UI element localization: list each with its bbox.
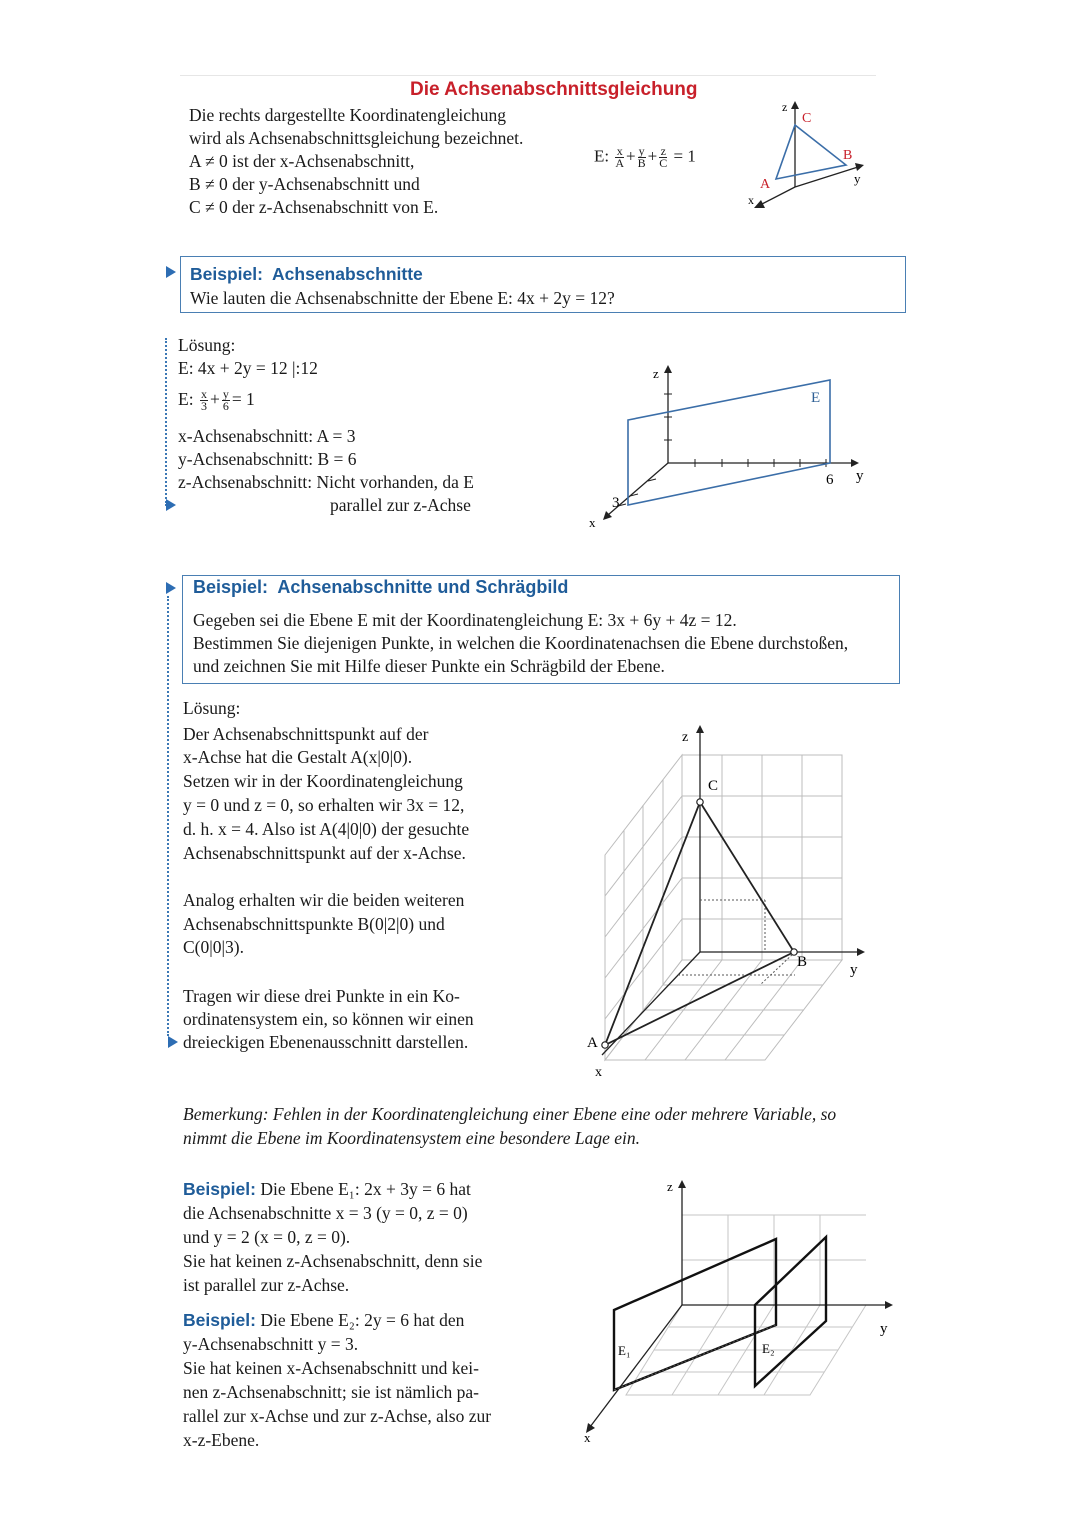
eq-suffix: = 1 xyxy=(231,389,255,409)
plus-sign: + xyxy=(626,146,636,166)
example1-line5: z-Achsenabschnitt: Nicht vorhanden, da E xyxy=(178,472,474,492)
special-planes-diagram xyxy=(570,1175,900,1445)
label-x: x xyxy=(589,515,596,530)
helper-dashes xyxy=(678,900,795,985)
label-x: x xyxy=(584,1430,591,1445)
intercept-equation xyxy=(594,146,696,169)
label-x: x xyxy=(595,1065,602,1080)
equation-suffix: = 1 xyxy=(673,146,696,166)
example4-line1-rest: Die Ebene E₂: 2y = 6 hat den xyxy=(255,1310,465,1330)
intro-line-5: C ≠ 0 der z-Achsenabschnitt von E. xyxy=(189,197,439,217)
label-y: y xyxy=(854,171,861,186)
frac-den: A xyxy=(615,156,625,170)
fraction-z-over-C xyxy=(659,146,667,169)
grid-back-wall xyxy=(682,1215,866,1305)
example3-line-3: und y = 2 (x = 0, z = 0). xyxy=(183,1227,351,1247)
y-arrow-icon xyxy=(885,1301,893,1309)
example2-para1-line-5: d. h. x = 4. Also ist A(4|0|0) der gesuchte xyxy=(183,819,470,839)
label-A: A xyxy=(587,1035,598,1051)
example2-task-line-1: Gegeben sei die Ebene E mit der Koordinatengleichung E: 3x + 6y + 4z = 12. xyxy=(193,610,737,630)
example4-line-2: y-Achsenabschnitt y = 3. xyxy=(183,1334,359,1354)
label-A: A xyxy=(760,177,771,192)
example2-solution-end-icon xyxy=(168,1036,178,1048)
example2-para2-line-3: C(0|0|3). xyxy=(183,937,244,957)
y-arrow-icon xyxy=(855,163,864,171)
label-x: x xyxy=(748,193,754,207)
fraction-x-over-3 xyxy=(200,389,208,412)
plane-E1 xyxy=(614,1239,776,1390)
fraction-y-over-B xyxy=(638,146,646,169)
example2-triangle-diagram xyxy=(580,720,880,1085)
plus-sign: + xyxy=(647,146,658,166)
example2-para1-line-6: Achsenabschnittspunkt auf der x-Achse. xyxy=(183,843,466,863)
intercept-triangle-diagram xyxy=(740,95,880,215)
axis-ticks xyxy=(618,394,826,506)
example4-label: Beispiel: xyxy=(183,1310,256,1330)
example1-solution-guide xyxy=(165,338,167,506)
x-axis xyxy=(590,1305,682,1427)
intro-line-1: Die rechts dargestellte Koordinatengleichung xyxy=(189,105,506,125)
example2-para1-line-4: y = 0 und z = 0, so erhalten wir 3x = 12, xyxy=(183,795,465,815)
label-B: B xyxy=(843,148,853,163)
frac-num: x xyxy=(616,144,623,158)
example1-question: Wie lauten die Achsenabschnitte der Ebene E: 4x + 2y = 12? xyxy=(190,288,615,308)
example1-line4: y-Achsenabschnitt: B = 6 xyxy=(178,449,357,469)
frac-den: C xyxy=(659,156,668,170)
intro-line-3: A ≠ 0 ist der x-Achsenabschnitt, xyxy=(189,151,415,171)
point-C xyxy=(697,799,703,805)
intro-line-2: wird als Achsenabschnittsgleichung bezeichnet. xyxy=(189,128,524,148)
label-C: C xyxy=(708,778,719,794)
example2-para1-line-3: Setzen wir in der Koordinatengleichung xyxy=(183,771,463,791)
example1-solution-end-icon xyxy=(166,499,176,511)
frac-den: 3 xyxy=(200,399,207,414)
y-arrow-icon xyxy=(857,948,865,956)
label-z: z xyxy=(782,100,788,114)
example1-line6: parallel zur z-Achse xyxy=(330,495,471,515)
example1-plane-diagram xyxy=(580,360,880,535)
y-axis xyxy=(795,167,858,187)
plane-triangle xyxy=(776,125,846,179)
label-E2: E₂ xyxy=(762,1341,775,1356)
example1-heading-title: Achsenabschnitte xyxy=(272,264,423,284)
example2-task-line-3: und zeichnen Sie mit Hilfe dieser Punkte ein Schrägbild der Ebene. xyxy=(193,656,665,676)
example1-heading xyxy=(190,264,423,285)
frac-num: y xyxy=(638,144,645,158)
example4-line-1 xyxy=(183,1309,464,1332)
example2-solution-label: Lösung: xyxy=(183,698,241,718)
label-y: y xyxy=(880,1321,888,1337)
remark-line-2: nimmt die Ebene im Koordinatensystem eine besondere Lage ein. xyxy=(183,1128,641,1148)
example2-para1-line-2: x-Achse hat die Gestalt A(x|0|0). xyxy=(183,747,413,767)
example2-para1-line-1: Der Achsenabschnittspunkt auf der xyxy=(183,724,429,744)
z-arrow-icon xyxy=(664,365,672,373)
example1-heading-label: Beispiel: xyxy=(190,264,263,284)
label-y: y xyxy=(850,962,858,978)
label-z: z xyxy=(653,366,659,381)
example2-heading-label: Beispiel: xyxy=(193,577,269,597)
example2-heading xyxy=(193,577,568,598)
example1-line1: E: 4x + 2y = 12 |:12 xyxy=(178,358,318,378)
example2-task-line-2: Bestimmen Sie diejenigen Punkte, in welchen die Koordinatenachsen die Ebene durchstoßen, xyxy=(193,633,849,653)
example3-line-5: ist parallel zur z-Achse. xyxy=(183,1275,350,1295)
example2-para2-line-1: Analog erhalten wir die beiden weiteren xyxy=(183,890,465,910)
example3-line-4: Sie hat keinen z-Achsenabschnitt, denn sie xyxy=(183,1251,483,1271)
z-arrow-icon xyxy=(678,1180,686,1188)
frac-num: x xyxy=(200,387,207,402)
frac-den: B xyxy=(637,156,646,170)
equation-prefix: E: xyxy=(594,146,610,166)
grid-floor xyxy=(626,1305,866,1395)
plane-E xyxy=(628,380,830,505)
example4-line-5: rallel zur x-Achse und zur z-Achse, also zur xyxy=(183,1406,492,1426)
example1-solution-label: Lösung: xyxy=(178,335,236,355)
label-y: y xyxy=(856,468,864,484)
z-arrow-icon xyxy=(791,101,799,109)
fraction-y-over-6 xyxy=(222,389,230,412)
example1-line3: x-Achsenabschnitt: A = 3 xyxy=(178,426,356,446)
frac-num: z xyxy=(660,144,666,158)
example4-line-3: Sie hat keinen x-Achsenabschnitt und kei- xyxy=(183,1358,479,1378)
example2-para3-line-1: Tragen wir diese drei Punkte in ein Ko- xyxy=(183,986,460,1006)
example3-line1-rest: Die Ebene E₁: 2x + 3y = 6 hat xyxy=(255,1179,471,1199)
label-six: 6 xyxy=(826,472,834,488)
point-A xyxy=(602,1042,608,1048)
section-title: Die Achsenabschnittsgleichung xyxy=(410,79,698,100)
fraction-x-over-A xyxy=(615,146,624,169)
remark-line-1: Bemerkung: Fehlen in der Koordinatengleichung einer Ebene eine oder mehrere Variable, so xyxy=(183,1104,837,1124)
label-z: z xyxy=(682,730,689,745)
example2-para3-line-2: ordinatensystem ein, so können wir einen xyxy=(183,1009,474,1029)
label-three: 3 xyxy=(612,495,620,511)
label-C: C xyxy=(802,111,812,126)
example3-line-1 xyxy=(183,1178,471,1201)
example1-line2: E: $\frac{x}{3}$ + $\frac{y}{6}$ = 1 xyxy=(178,387,255,414)
example1-marker-icon xyxy=(166,266,176,278)
y-arrow-icon xyxy=(851,459,859,467)
label-z: z xyxy=(667,1179,673,1194)
frac-num: y xyxy=(222,387,229,402)
example4-line-6: x-z-Ebene. xyxy=(183,1430,260,1450)
example2-marker-icon xyxy=(166,582,176,594)
z-arrow-icon xyxy=(696,725,704,733)
label-E1: E₁ xyxy=(618,1343,631,1358)
example2-para2-line-2: Achsenabschnittspunkte B(0|2|0) und xyxy=(183,914,445,934)
example3-line-2: die Achsenabschnitte x = 3 (y = 0, z = 0) xyxy=(183,1203,468,1223)
eq-prefix: E: xyxy=(178,389,194,409)
frac-den: 6 xyxy=(222,399,229,414)
plane-E2 xyxy=(755,1237,826,1386)
example4-line-4: nen z-Achsenabschnitt; sie ist nämlich pa- xyxy=(183,1382,479,1402)
example3-label: Beispiel: xyxy=(183,1179,256,1199)
example2-solution-guide xyxy=(167,596,169,1036)
example2-para3-line-3: dreieckigen Ebenenausschnitt darstellen. xyxy=(183,1032,469,1052)
example2-heading-title: Achsenabschnitte und Schrägbild xyxy=(277,577,569,597)
label-B: B xyxy=(797,954,808,970)
grid-back-wall xyxy=(682,755,842,960)
label-E: E xyxy=(811,390,821,406)
intro-line-4: B ≠ 0 der y-Achsenabschnitt und xyxy=(189,174,420,194)
